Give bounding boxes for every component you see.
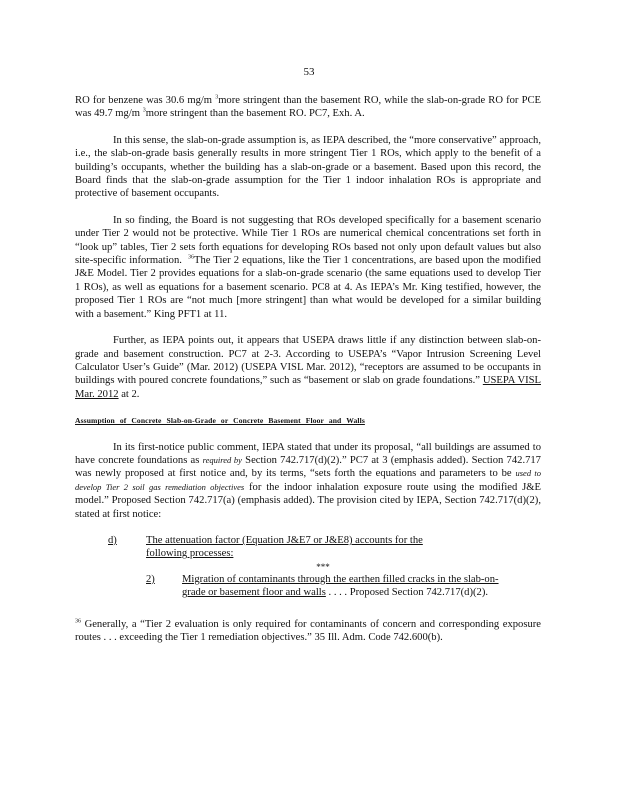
underlined-text: Migration of contaminants through the earthen filled cracks in the slab-on-grade or basement floor and walls — [182, 573, 499, 599]
item-text: The attenuation factor (Equation J&E7 or J&E8) accounts for the following processes: — [146, 534, 423, 560]
footnote-number: 36 — [75, 618, 81, 625]
paragraph-2: In this sense, the slab-on-grade assumption is, as IEPA described, the “more conservative” approach, i.e., the slab-on-grade basis generally results in more stringent Tier 1 ROs, which apply to the benefit of a building’s occupants, whether the building has a slab-on-grade or a basement. Based upon this record, the Board finds that the slab-on-grade assumption for the Tier 1 indoor inhalation ROs is appropriate and protective of basement occupants. — [75, 134, 541, 200]
quote-item-2 — [75, 573, 541, 600]
item-label: d) — [108, 534, 117, 546]
citation: . . . . Proposed Section 742.717(d)(2). — [328, 587, 488, 599]
paragraph-5 — [75, 441, 541, 521]
page-number: 53 — [303, 66, 315, 78]
paragraph-4 — [75, 334, 541, 401]
footnote-text: Generally, a “Tier 2 evaluation is only required for contaminants of concern and corresponding exposure routes . . . exceeding the Tier 1 remediation objectives.” 35 Ill. Adm. Code 742.600(b). — [75, 618, 541, 643]
paragraph-text: In so finding, the Board is not suggesting that ROs developed specifically for a basement scenario under Tier 2 would not be protective. While Tier 1 ROs are numerical chemical concentrations set forth in “look up” tables, Tier 2 sets forth equations for developing ROs based not only upon default values but also site-specific information. — [75, 214, 541, 267]
citation: USEPA VISL Mar. 2012 — [75, 375, 541, 400]
paragraph-text: more stringent than the basement RO, while the slab-on-grade RO for PCE was 49.7 mg/m — [75, 95, 542, 120]
paragraph-text: The Tier 2 equations, like the Tier 1 concentrations, are based upon the modified J&E Model. Tier 2 provides equations for a slab-on-grade scenario (the same equations used to develop Tier 1 ROs), as well as equations for a basement scenario. PC8 at 4. As IEPA’s Mr. King testified, however, the proposed Tier 1 ROs are “not much [more stringent] than what would be developed for a similar building with a basement.” King PFT1 at 11. — [75, 255, 541, 320]
emphasis-text: required by — [202, 454, 242, 465]
quote-item-d — [75, 534, 541, 561]
paragraph-text: for the indoor inhalation exposure route using the modified J&E model.” Proposed Section 742.717(a) (emphasis added). The provision cited by IEPA, Section 742.717(d)(2), stated at first notice: — [75, 481, 541, 520]
ellipsis-stars: *** — [316, 561, 330, 572]
item-label: 2) — [146, 573, 155, 585]
paragraph-text: at 2. — [121, 388, 140, 400]
paragraph-text: Further, as IEPA points out, it appears that USEPA draws little if any distinction between slab-on-grade and basement construction. PC7 at 2-3. According to USEPA’s “Vapor Intrusion Screening Level Calculator User’s Guide” (Mar. 2012) (USEPA VISL Mar. 2012), “receptors are assumed to be occupants in buildings with poured concrete foundations,” such as “basement or slab on grade foundations.” — [75, 335, 541, 387]
block-quote — [75, 534, 541, 600]
footnote-ref[interactable]: 36 — [188, 254, 195, 261]
paragraph-text: Section 742.717(d)(2).” PC7 at 3 (emphasis added). Section 742.717 was newly proposed at first notice and, by its terms, “sets forth the equations and parameters to be — [75, 454, 541, 480]
paragraph-text: RO for benzene was 30.6 mg/m — [75, 95, 213, 106]
footnote — [75, 618, 541, 645]
paragraph-text: more stringent than the basement RO. PC7, Exh. A. — [145, 108, 365, 120]
superscript: 3 — [142, 107, 146, 114]
section-heading: Assumption of Concrete Slab-on-Grade or Concrete Basement Floor and Walls — [75, 416, 365, 426]
paragraph-1 — [75, 94, 541, 121]
superscript: 3 — [215, 94, 219, 101]
paragraph-3 — [75, 214, 541, 321]
document-body — [75, 94, 541, 644]
emphasis-text: used to develop Tier 2 soil gas remediation objectives — [75, 468, 541, 492]
item-text — [182, 573, 500, 600]
paragraph-text: In its first-notice public comment, IEPA stated that under its proposal, “all buildings are assumed to have concrete foundations as — [75, 441, 541, 466]
